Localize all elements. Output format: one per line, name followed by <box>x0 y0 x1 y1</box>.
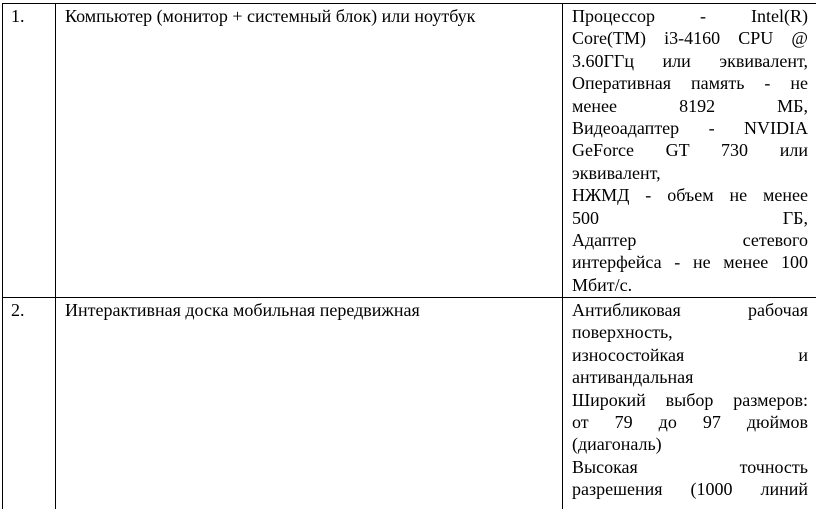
spec-line: (диагональ) <box>572 434 662 455</box>
table-row <box>3 4 816 298</box>
item-spec-cell <box>563 298 816 510</box>
spec-line: Антибликовая рабочая <box>572 300 808 320</box>
spec-line: Видеоадаптер - NVIDIA <box>572 118 808 139</box>
spec-line: 500 ГБ, <box>572 207 808 228</box>
spec-line: менее 8192 МБ, <box>572 95 808 116</box>
equipment-spec-table <box>2 3 816 509</box>
item-name: Компьютер (монитор + системный блок) или ноутбук <box>65 6 476 26</box>
spec-line: разрешения (1000 линий <box>572 479 808 500</box>
row-number-cell <box>3 298 56 510</box>
spec-lines-clip <box>572 299 808 509</box>
spec-line: антивандальная <box>572 367 694 388</box>
table-row <box>3 298 816 510</box>
spec-line: Широкий выбор размеров: <box>572 389 808 410</box>
spec-line: Высокая точность <box>572 456 808 477</box>
spec-line: интерфейса - не менее 100 <box>572 252 808 273</box>
spec-line: Процессор - Intel(R) <box>572 6 808 26</box>
row-number-cell <box>3 4 56 298</box>
item-spec-cell <box>563 4 816 298</box>
row-number: 2. <box>11 300 25 320</box>
spec-line: от 79 до 97 дюймов <box>572 412 808 433</box>
spec-line: износостойкая и <box>572 344 808 365</box>
spec-line: GeForce GT 730 или <box>572 140 808 161</box>
spec-line: НЖМД - объем не менее <box>572 185 808 206</box>
row-number: 1. <box>11 6 25 26</box>
spec-line: поверхность, <box>572 322 673 343</box>
spec-line: эквивалент, <box>572 162 661 183</box>
item-name-cell <box>56 298 563 510</box>
item-name: Интерактивная доска мобильная передвижная <box>65 300 420 320</box>
item-name-cell <box>56 4 563 298</box>
spec-line: 3.60ГГц или эквивалент, <box>572 50 808 71</box>
spec-line: Адаптер сетевого <box>572 230 808 251</box>
spec-line: Оперативная память - не <box>572 73 808 94</box>
spec-line: Мбит/с. <box>572 274 633 295</box>
spec-line: Core(TM) i3-4160 CPU @ <box>572 28 808 49</box>
